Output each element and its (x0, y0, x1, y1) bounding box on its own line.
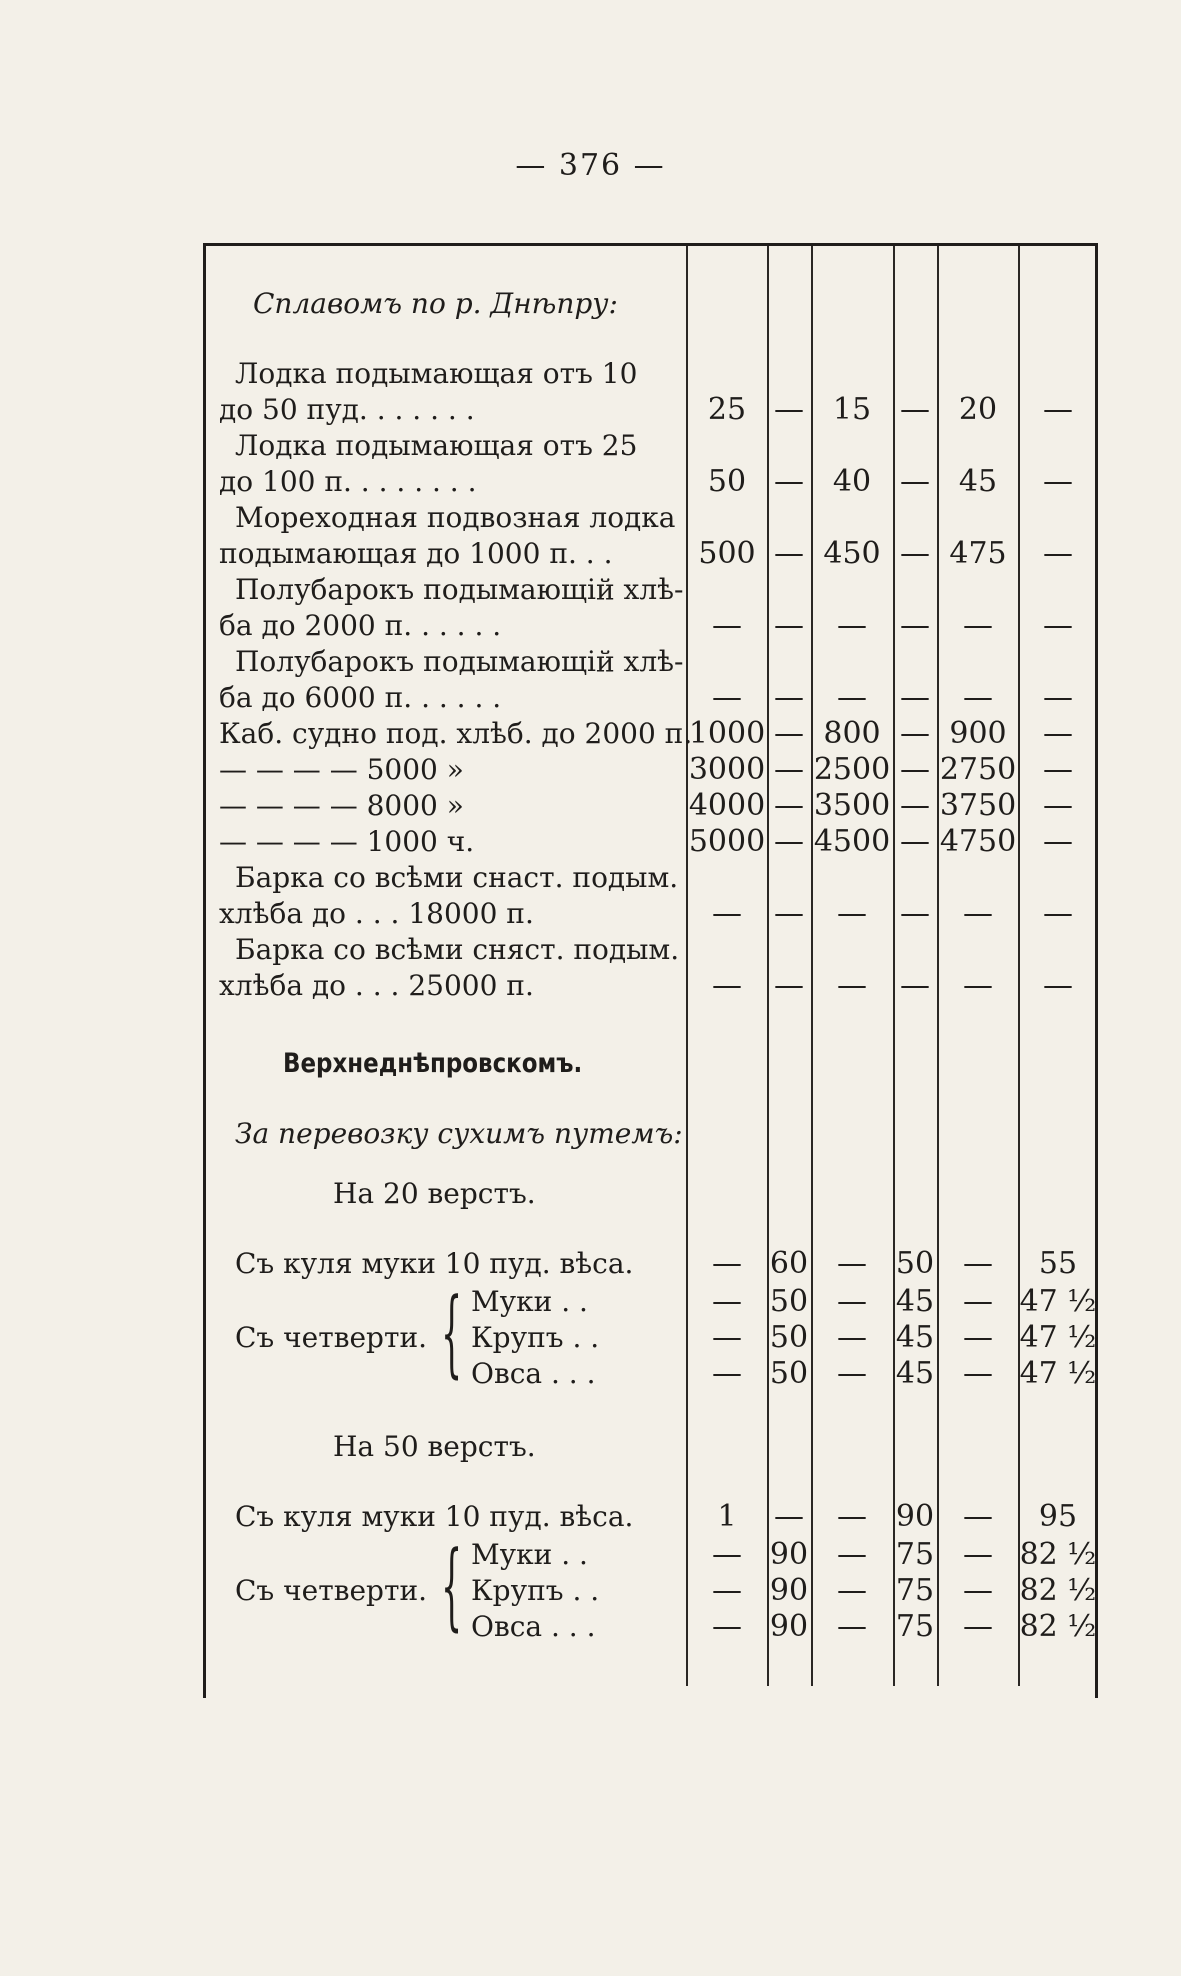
value-cell: — (712, 968, 742, 1003)
value-cell: — (837, 1499, 867, 1534)
value-cell: — (963, 1320, 993, 1355)
value-cell: — (712, 608, 742, 643)
value-cell: — (837, 1246, 867, 1281)
value-cell: — (1043, 716, 1073, 751)
row-label-line1: Полубарокъ подымающій хлѣ- (235, 573, 684, 606)
value-cell: 75 (895, 1537, 935, 1572)
value-cell: — (963, 1356, 993, 1391)
value-cell: — (1043, 464, 1073, 499)
value-cell: — (774, 896, 804, 931)
value-cell: — (963, 1573, 993, 1608)
section-heading-upper: Верхнеднѣпровскомъ. (283, 1048, 583, 1079)
flour-row-label: Съ куля муки 10 пуд. вѣса. (235, 1247, 634, 1280)
value-cell: — (1043, 680, 1073, 715)
distance-title: На 20 верстъ. (333, 1177, 536, 1210)
value-cell: 95 (1038, 1499, 1078, 1534)
value-cell: 4500 (813, 824, 891, 859)
value-cell: — (774, 392, 804, 427)
row-label-line1: Лодка подымающая отъ 25 (235, 429, 638, 462)
value-cell: — (1043, 824, 1073, 859)
item-label: Крупъ . . (471, 1574, 600, 1607)
value-cell: — (1043, 968, 1073, 1003)
value-cell: — (712, 1537, 742, 1572)
value-cell: 800 (823, 716, 881, 751)
value-cell: — (712, 680, 742, 715)
row-label-line1: Лодка подымающая отъ 10 (235, 357, 638, 390)
row-label: — — — — 1000 ч. (219, 825, 475, 858)
value-cell: 45 (895, 1320, 935, 1355)
value-cell: — (712, 1284, 742, 1319)
value-cell: — (774, 968, 804, 1003)
column-divider (893, 246, 895, 1686)
row-label-line2: хлѣба до . . . 18000 п. (219, 897, 534, 930)
value-cell: — (774, 680, 804, 715)
value-cell: 47 ½ (1019, 1320, 1097, 1355)
value-cell: 90 (769, 1573, 809, 1608)
value-cell: 60 (769, 1246, 809, 1281)
item-label: Овса . . . (471, 1357, 596, 1390)
row-label-line1: Мореходная подвозная лодка (235, 501, 676, 534)
value-cell: — (900, 464, 930, 499)
value-cell: — (1043, 788, 1073, 823)
value-cell: 450 (823, 536, 881, 571)
value-cell: — (774, 608, 804, 643)
value-cell: 40 (832, 464, 872, 499)
value-cell: — (774, 464, 804, 499)
row-label-line2: ба до 2000 п. . . . . . (219, 609, 502, 642)
value-cell: — (837, 1573, 867, 1608)
value-cell: — (963, 1246, 993, 1281)
value-cell: 75 (895, 1609, 935, 1644)
row-label-line1: Полубарокъ подымающій хлѣ- (235, 645, 684, 678)
value-cell: — (837, 968, 867, 1003)
value-cell: — (774, 536, 804, 571)
item-label: Крупъ . . (471, 1321, 600, 1354)
value-cell: — (774, 788, 804, 823)
value-cell: 47 ½ (1019, 1356, 1097, 1391)
value-cell: 90 (769, 1537, 809, 1572)
row-label: — — — — 5000 » (219, 753, 464, 786)
value-cell: — (774, 1499, 804, 1534)
value-cell: 3500 (813, 788, 891, 823)
row-label: Каб. судно под. хлѣб. до 2000 п. (219, 717, 693, 750)
value-cell: — (900, 968, 930, 1003)
value-cell: — (1043, 392, 1073, 427)
group-label: Съ четверти. (235, 1321, 428, 1354)
value-cell: 3000 (688, 752, 766, 787)
value-cell: — (900, 788, 930, 823)
value-cell: 1000 (688, 716, 766, 751)
value-cell: 500 (698, 536, 756, 571)
column-divider (937, 246, 939, 1686)
value-cell: 3750 (939, 788, 1017, 823)
value-cell: 4000 (688, 788, 766, 823)
price-table (203, 246, 1098, 1698)
value-cell: 50 (769, 1284, 809, 1319)
value-cell: 5000 (688, 824, 766, 859)
value-cell: 50 (769, 1356, 809, 1391)
value-cell: — (837, 896, 867, 931)
value-cell: 475 (949, 536, 1007, 571)
value-cell: 50 (769, 1320, 809, 1355)
value-cell: 15 (832, 392, 872, 427)
value-cell: — (712, 1573, 742, 1608)
value-cell: — (900, 896, 930, 931)
value-cell: 900 (949, 716, 1007, 751)
group-label: Съ четверти. (235, 1574, 428, 1607)
value-cell: — (712, 1356, 742, 1391)
value-cell: — (1043, 752, 1073, 787)
value-cell: — (963, 1609, 993, 1644)
value-cell: 4750 (939, 824, 1017, 859)
value-cell: — (1043, 608, 1073, 643)
brace-icon: { (441, 1278, 463, 1388)
value-cell: — (837, 608, 867, 643)
value-cell: — (712, 896, 742, 931)
value-cell: — (963, 608, 993, 643)
row-label-line2: ба до 6000 п. . . . . . (219, 681, 502, 714)
value-cell: 82 ½ (1019, 1609, 1097, 1644)
row-label-line1: Барка со всѣми снаст. подым. (235, 861, 679, 894)
value-cell: 1 (717, 1499, 737, 1534)
value-cell: 55 (1038, 1246, 1078, 1281)
value-cell: — (837, 680, 867, 715)
value-cell: — (900, 392, 930, 427)
page-number: — 376 — (515, 148, 666, 183)
section-heading-splav: Сплавомъ по р. Днѣпру: (253, 287, 618, 320)
value-cell: — (774, 752, 804, 787)
distance-title: На 50 верстъ. (333, 1430, 536, 1463)
value-cell: 45 (895, 1284, 935, 1319)
row-label-line2: до 100 п. . . . . . . . (219, 465, 477, 498)
value-cell: — (837, 1320, 867, 1355)
value-cell: 50 (895, 1246, 935, 1281)
value-cell: 20 (958, 392, 998, 427)
value-cell: — (963, 896, 993, 931)
value-cell: 2500 (813, 752, 891, 787)
table-left-border (203, 246, 206, 1698)
value-cell: — (963, 1537, 993, 1572)
row-label-line2: хлѣба до . . . 25000 п. (219, 969, 534, 1002)
value-cell: 90 (895, 1499, 935, 1534)
value-cell: — (774, 716, 804, 751)
row-label-line2: до 50 пуд. . . . . . . (219, 393, 475, 426)
section-subheading: За перевозку сухимъ путемъ: (235, 1117, 683, 1150)
value-cell: — (900, 536, 930, 571)
item-label: Овса . . . (471, 1610, 596, 1643)
value-cell: — (712, 1609, 742, 1644)
value-cell: 45 (958, 464, 998, 499)
item-label: Муки . . (471, 1538, 588, 1571)
value-cell: — (963, 1284, 993, 1319)
brace-icon: { (441, 1531, 463, 1641)
value-cell: — (837, 1537, 867, 1572)
value-cell: 45 (895, 1356, 935, 1391)
value-cell: — (963, 1499, 993, 1534)
column-divider (1018, 246, 1020, 1686)
value-cell: — (963, 968, 993, 1003)
value-cell: — (1043, 536, 1073, 571)
value-cell: — (774, 824, 804, 859)
value-cell: 50 (707, 464, 747, 499)
value-cell: — (712, 1246, 742, 1281)
value-cell: 82 ½ (1019, 1537, 1097, 1572)
value-cell: 75 (895, 1573, 935, 1608)
value-cell: — (837, 1609, 867, 1644)
row-label: — — — — 8000 » (219, 789, 464, 822)
value-cell: 90 (769, 1609, 809, 1644)
value-cell: 82 ½ (1019, 1573, 1097, 1608)
value-cell: — (900, 680, 930, 715)
value-cell: — (900, 752, 930, 787)
row-label-line2: подымающая до 1000 п. . . (219, 537, 613, 570)
value-cell: — (1043, 896, 1073, 931)
value-cell: — (963, 680, 993, 715)
value-cell: 25 (707, 392, 747, 427)
value-cell: — (900, 716, 930, 751)
value-cell: 47 ½ (1019, 1284, 1097, 1319)
row-label-line1: Барка со всѣми сняст. подым. (235, 933, 680, 966)
value-cell: 2750 (939, 752, 1017, 787)
item-label: Муки . . (471, 1285, 588, 1318)
value-cell: — (900, 824, 930, 859)
value-cell: — (837, 1284, 867, 1319)
value-cell: — (712, 1320, 742, 1355)
flour-row-label: Съ куля муки 10 пуд. вѣса. (235, 1500, 634, 1533)
value-cell: — (837, 1356, 867, 1391)
value-cell: — (900, 608, 930, 643)
